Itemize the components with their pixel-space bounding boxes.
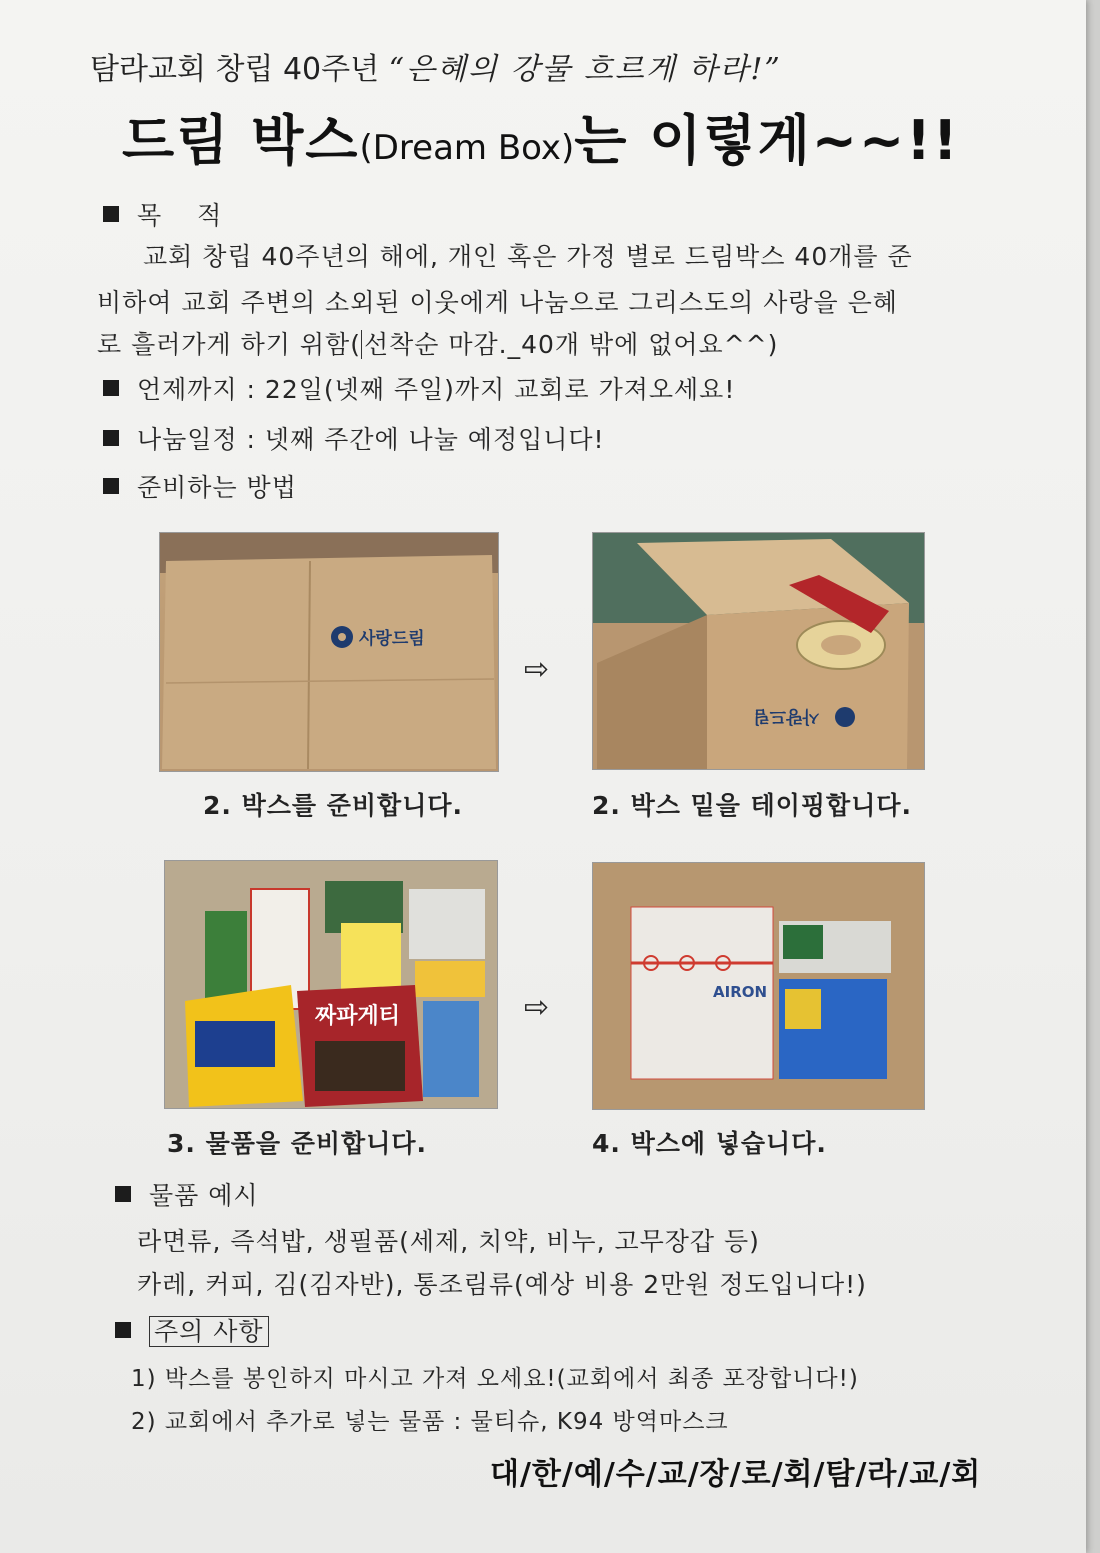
first-come-note: 선착순 마감._40개 밖에 없어요^^)	[361, 330, 778, 359]
box-logo-text: 사랑드림	[359, 629, 425, 649]
title-english: (Dream Box)	[359, 128, 575, 168]
title-main: 드림 박스	[122, 109, 360, 172]
goods-image	[165, 861, 497, 1108]
step4-caption: 4. 박스에 넣습니다.	[592, 1129, 827, 1158]
subtitle-quote: “은혜의 강물 흐르게 하라!”	[388, 52, 782, 87]
deadline-item: 언제까지 : 22일(넷째 주일)까지 교회로 가져오세요!	[103, 370, 735, 406]
box-logo-text: 사랑드림	[753, 706, 819, 726]
packed-box-image	[593, 863, 924, 1109]
step3-caption: 3. 물품을 준비합니다.	[167, 1129, 427, 1158]
step1-photo	[159, 532, 499, 772]
items-line-1: 라면류, 즉석밥, 생필품(세제, 치약, 비누, 고무장갑 등)	[137, 1227, 760, 1256]
page-title	[122, 98, 960, 175]
share-schedule-item: 나눔일정 : 넷째 주간에 나눌 예정입니다!	[103, 420, 605, 456]
package-label-text: AIRON	[713, 983, 768, 1001]
bullet-square-icon	[103, 430, 119, 446]
purpose-line-3: 로 흘러가게 하기 위함( 선착순 마감._40개 밖에 없어요^^)	[97, 330, 779, 359]
method-heading: 준비하는 방법	[103, 468, 297, 504]
goods-label-text: 짜파게티	[315, 1004, 401, 1029]
arrow-right-icon: ⇨	[524, 652, 550, 687]
box-top-image	[160, 533, 498, 771]
taped-box-image	[593, 533, 924, 769]
caution-heading: 주의 사항	[115, 1312, 269, 1348]
logo-icon	[835, 707, 855, 727]
bullet-square-icon	[103, 206, 119, 222]
church-signature: 대/한/예/수/교/장/로/회/탐/라/교/회	[490, 1457, 982, 1492]
step1-caption: 2. 박스를 준비합니다.	[203, 791, 463, 820]
bullet-square-icon	[115, 1186, 131, 1202]
subtitle	[90, 44, 782, 88]
subtitle-prefix: 탐라교회 창립 40주년	[90, 52, 389, 87]
purpose-heading: 목 적	[103, 196, 235, 232]
purpose-line-2: 비하여 교회 주변의 소외된 이웃에게 나눔으로 그리스도의 사랑을 은혜	[97, 288, 898, 317]
bullet-square-icon	[103, 380, 119, 396]
step4-photo	[592, 862, 925, 1110]
arrow-right-icon: ⇨	[524, 990, 550, 1025]
items-line-2: 카레, 커피, 김(김자반), 통조림류(예상 비용 2만원 정도입니다!)	[137, 1270, 867, 1299]
step3-photo	[164, 860, 498, 1109]
title-end: 는 이렇게~~!!	[574, 109, 960, 172]
caution-note-1: 1) 박스를 봉인하지 마시고 가져 오세요!(교회에서 최종 포장합니다!)	[131, 1366, 859, 1392]
caution-note-2: 2) 교회에서 추가로 넣는 물품 : 물티슈, K94 방역마스크	[131, 1409, 729, 1435]
bullet-square-icon	[103, 478, 119, 494]
step2-photo	[592, 532, 925, 770]
step2-caption: 2. 박스 밑을 테이핑합니다.	[592, 791, 913, 820]
purpose-line-1: 교회 창립 40주년의 해에, 개인 혹은 가정 별로 드림박스 40개를 준	[143, 242, 913, 271]
items-heading: 물품 예시	[115, 1176, 259, 1212]
bullet-square-icon	[115, 1322, 131, 1338]
